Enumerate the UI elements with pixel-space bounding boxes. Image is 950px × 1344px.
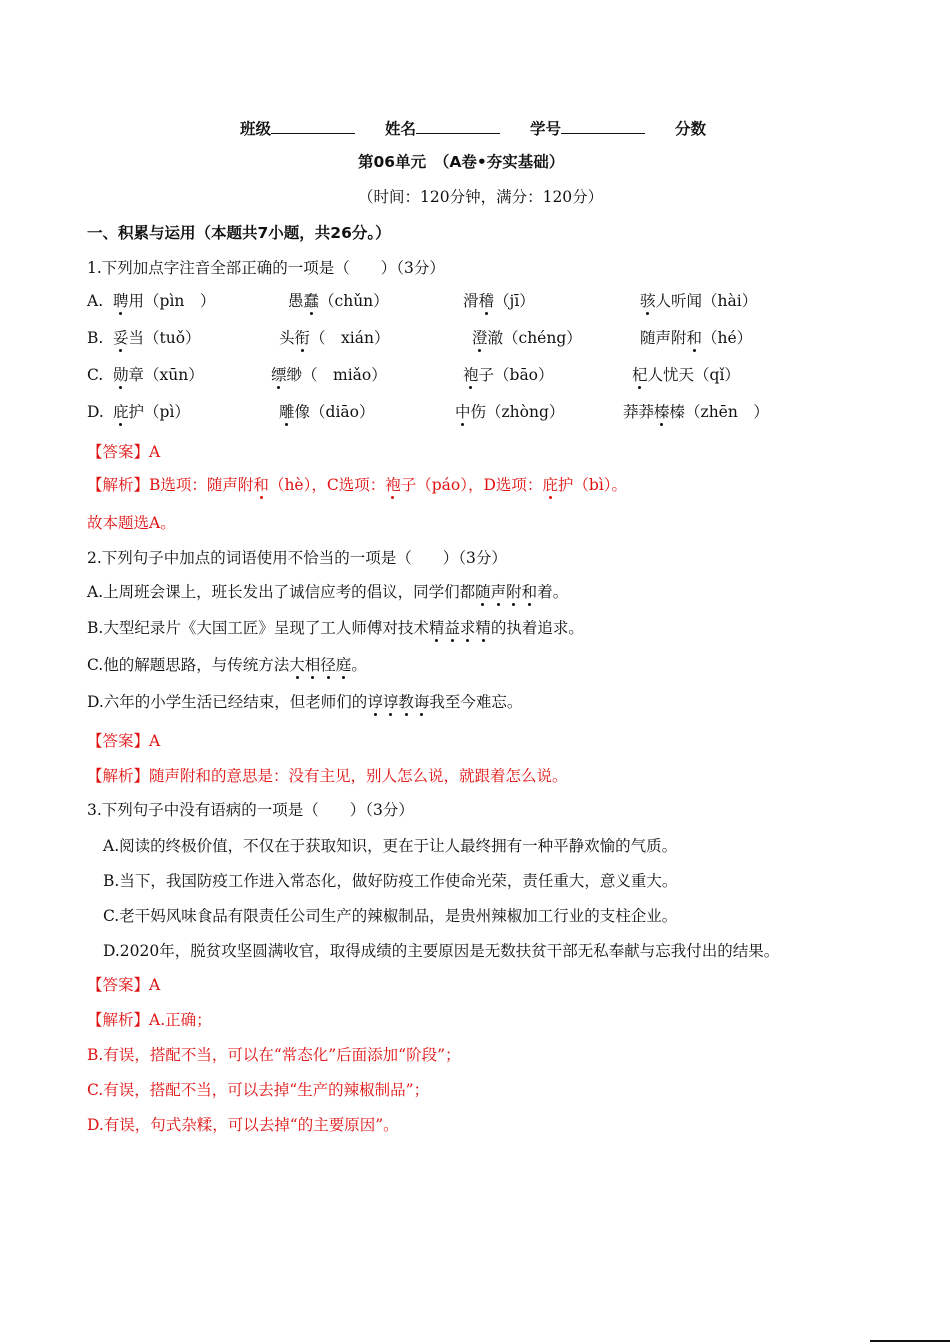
dotted-word bbox=[289, 656, 351, 674]
option-letter: B. bbox=[87, 329, 104, 347]
q1-option-row bbox=[87, 291, 867, 313]
q2-option-b: B.大型纪录片《大国工匠》呈现了工人师傅对技术精益求精的执着追求。 bbox=[87, 619, 584, 637]
dotted-char: 精 bbox=[428, 619, 445, 637]
q3-option-d: D.2020年，脱贫攻坚圆满收官，取得成绩的主要原因是无数扶贫干部无私奉献与忘我付出的结果。 bbox=[103, 942, 780, 960]
pinyin-item: 庇护（pì） bbox=[113, 403, 190, 421]
dotted-char: 和 bbox=[521, 583, 538, 601]
q1-conclusion: 故本题选A。 bbox=[87, 514, 176, 532]
name-label: 姓名 bbox=[385, 120, 417, 138]
pinyin-item: 澄澈（chéng） bbox=[472, 329, 582, 347]
dotted-char: 益 bbox=[444, 619, 460, 637]
dotted-char: 求 bbox=[459, 619, 476, 637]
footer-rule bbox=[870, 1340, 950, 1342]
q3-option-c: C.老干妈风味食品有限责任公司生产的辣椒制品，是贵州辣椒加工行业的支柱企业。 bbox=[103, 907, 678, 925]
q3-stem: 3.下列句子中没有语病的一项是（ ）（3分） bbox=[87, 801, 414, 819]
q1-analysis: 【解析】B选项：随声附和（hè），C选项：袍子（páo），D选项：庇护（bì）。 bbox=[87, 476, 628, 494]
dotted-char: 随 bbox=[475, 583, 491, 601]
q2-answer: 【答案】A bbox=[87, 732, 161, 750]
option-letter: D. bbox=[87, 403, 104, 421]
pinyin-item: 勋章（xūn） bbox=[113, 366, 204, 384]
q3-analysis-d: D.有误，句式杂糅，可以去掉“的主要原因”。 bbox=[87, 1116, 399, 1134]
pinyin-item: 滑稽（jī） bbox=[463, 292, 535, 310]
dotted-char: 声 bbox=[490, 583, 507, 601]
name-field[interactable] bbox=[416, 117, 500, 134]
class-label: 班级 bbox=[240, 120, 272, 138]
pinyin-item: 中伤（zhòng） bbox=[455, 403, 565, 421]
q2-analysis: 【解析】随声附和的意思是：没有主见，别人怎么说，就跟着怎么说。 bbox=[87, 767, 568, 785]
header-fields bbox=[240, 117, 706, 139]
pinyin-item: 聘用（pìn ） bbox=[113, 292, 216, 310]
q3-analysis: 【解析】A.正确； bbox=[87, 1011, 212, 1029]
dotted-char: 谆 bbox=[382, 693, 399, 711]
q1-option-row bbox=[87, 402, 867, 424]
dotted-char: 相 bbox=[304, 656, 321, 674]
q3-answer: 【答案】A bbox=[87, 976, 161, 994]
pinyin-item: 骇人听闻（hài） bbox=[640, 292, 758, 310]
dotted-char: 附 bbox=[506, 583, 522, 601]
q1-option-row bbox=[87, 328, 867, 350]
number-field[interactable] bbox=[561, 117, 645, 134]
q3-analysis-c: C.有误，搭配不当，可以去掉“生产的辣椒制品”； bbox=[87, 1081, 430, 1099]
dotted-word bbox=[367, 693, 429, 711]
option-letter: C. bbox=[87, 366, 104, 384]
dotted-char: 谆 bbox=[367, 693, 383, 711]
pinyin-item: 杞人忧天（qǐ） bbox=[632, 366, 740, 384]
pinyin-item: 莽莽榛榛（zhēn ） bbox=[623, 403, 769, 421]
pinyin-item: 雕像（diāo） bbox=[279, 403, 375, 421]
dotted-char: 大 bbox=[289, 656, 305, 674]
section-heading: 一、积累与运用（本题共7小题，共26分。） bbox=[87, 224, 391, 242]
pinyin-item: 愚蠢（chǔn） bbox=[288, 292, 389, 310]
dotted-char: 庭 bbox=[335, 656, 352, 674]
page-subtitle: （时间：120分钟，满分：120分） bbox=[358, 188, 604, 206]
dotted-word bbox=[429, 619, 491, 637]
dotted-char: 教 bbox=[398, 693, 414, 711]
dotted-char: 径 bbox=[320, 656, 336, 674]
q1-option-row bbox=[87, 365, 867, 387]
q1-stem: 1.下列加点字注音全部正确的一项是（ ）（3分） bbox=[87, 259, 445, 277]
q2-option-d: D.六年的小学生活已经结束，但老师们的谆谆教诲我至今难忘。 bbox=[87, 693, 523, 711]
q2-option-a: A.上周班会课上，班长发出了诚信应考的倡议，同学们都随声附和着。 bbox=[87, 583, 569, 601]
dotted-char: 精 bbox=[475, 619, 491, 637]
dotted-word bbox=[475, 583, 537, 601]
pinyin-item: 缥缈（ miǎo） bbox=[271, 366, 387, 384]
q3-analysis-b: B.有误，搭配不当，可以在“常态化”后面添加“阶段”； bbox=[87, 1046, 461, 1064]
q2-option-c: C.他的解题思路，与传统方法大相径庭。 bbox=[87, 656, 367, 674]
pinyin-item: 头衔（ xián） bbox=[279, 329, 390, 347]
pinyin-item: 袍子（bāo） bbox=[463, 366, 554, 384]
page-title: 第06单元 （A卷•夯实基础） bbox=[358, 153, 565, 171]
option-letter: A. bbox=[87, 292, 104, 310]
q2-stem: 2.下列句子中加点的词语使用不恰当的一项是（ ）（3分） bbox=[87, 549, 507, 567]
score-label: 分数 bbox=[675, 120, 707, 138]
q3-option-a: A.阅读的终极价值，不仅在于获取知识，更在于让人最终拥有一种平静欢愉的气质。 bbox=[103, 837, 678, 855]
class-field[interactable] bbox=[271, 117, 355, 134]
number-label: 学号 bbox=[530, 120, 562, 138]
pinyin-item: 随声附和（hé） bbox=[640, 329, 753, 347]
q1-answer: 【答案】A bbox=[87, 443, 161, 461]
dotted-char: 诲 bbox=[413, 693, 430, 711]
q3-option-b: B.当下，我国防疫工作进入常态化，做好防疫工作使命光荣，责任重大，意义重大。 bbox=[103, 872, 678, 890]
pinyin-item: 妥当（tuǒ） bbox=[113, 329, 201, 347]
